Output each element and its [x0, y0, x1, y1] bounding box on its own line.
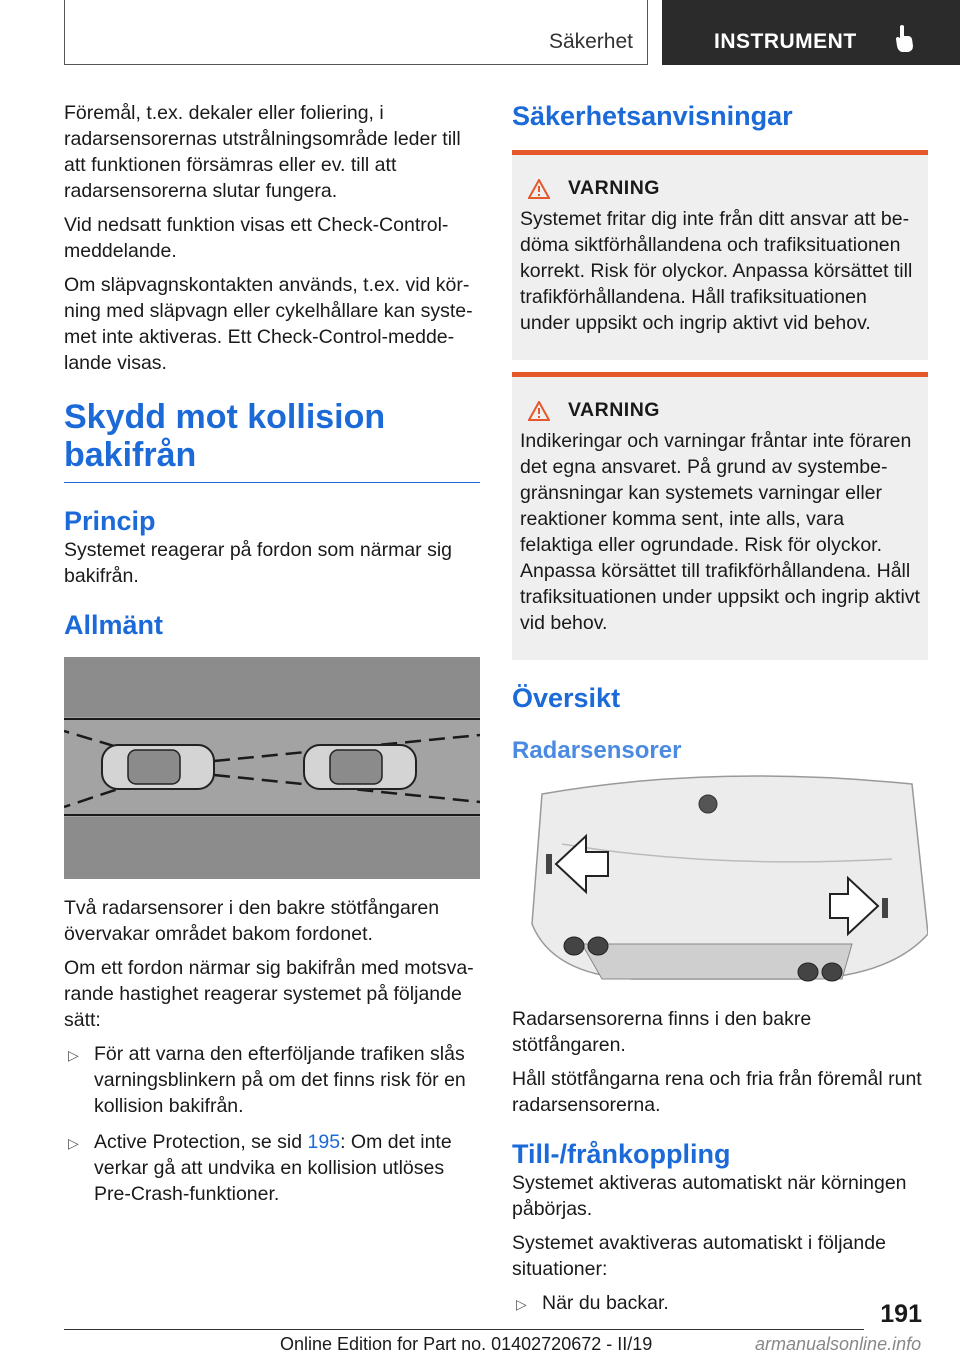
triangle-bullet-icon: ▷ — [68, 1135, 79, 1151]
footer-divider — [64, 1329, 864, 1330]
chapter-tab-label: INSTRUMENT — [714, 30, 857, 53]
warning-box — [512, 372, 928, 660]
bumper-illustration — [512, 774, 928, 996]
section-tab-label: Säkerhet — [548, 30, 633, 53]
rear-bumper-photo — [512, 774, 928, 996]
warning-header: VARNING — [520, 177, 920, 200]
safety-heading: Säkerhetsanvisningar — [512, 101, 793, 131]
paragraph: Om släpvagnskontakten används, t.ex. vid körning med släpvagn eller cykelhållare kan systemet inte aktiveras. Ett Check-Control-meddelande visas. — [64, 274, 473, 374]
page-link-195[interactable]: 195 — [307, 1131, 341, 1153]
triangle-bullet-icon: ▷ — [68, 1047, 79, 1063]
edition-footer: Online Edition for Part no. 01402720672 - II/19 — [280, 1334, 653, 1354]
chapter-tab — [662, 0, 960, 65]
warning-header: VARNING — [520, 399, 920, 422]
rear-collision-diagram — [64, 657, 480, 879]
paragraph: Två radarsensorer i den bakre stötfångaren övervakar området bakom fordonet. — [64, 897, 440, 945]
car-rear — [102, 745, 214, 789]
hand-pointer-icon — [894, 24, 916, 54]
paragraph: Om ett fordon närmar sig bakifrån med motsvarande hastighet reagerar systemet på följande sätt: — [64, 957, 474, 1031]
car-front — [304, 745, 416, 789]
list-item: ▷ När du backar. — [512, 1290, 928, 1316]
paragraph: Håll stötfångarna rena och fria från föremål runt radarsensorerna. — [512, 1068, 922, 1116]
paragraph: Vid nedsatt funktion visas ett Check-Control-meddelande. — [64, 214, 449, 262]
warning-box — [512, 150, 928, 360]
paragraph: Systemet aktiveras automatiskt när körningen påbörjas. — [512, 1172, 907, 1220]
subheading-princip: Princip — [64, 506, 156, 536]
left-column — [64, 100, 480, 1217]
section-heading: Skydd mot kollision bakifrån — [64, 398, 480, 483]
watermark: armanualsonline.info — [755, 1334, 922, 1354]
list-item: ▷ För att varna den efterföljande trafiken slås varningsblinkern på om det finns risk för en kollision bakifrån. — [68, 1043, 466, 1117]
subheading-till-frankoppling: Till-/frånkoppling — [512, 1139, 731, 1169]
section-tab — [64, 0, 648, 65]
warning-triangle-icon — [528, 179, 550, 199]
list-item: ▷ Active Protection, se sid 195: Om det inte verkar gå att undvika en kollision utlöses Pre-Crash-funktioner. — [68, 1131, 452, 1205]
paragraph: Föremål, t.ex. dekaler eller foliering, i radarsensorernas utstrålningsområde leder till att funktionen försämras eller ev. till att radarsensorerna slutar fungera. — [64, 102, 461, 202]
page-number: 191 — [880, 1300, 922, 1328]
paragraph: Systemet avaktiveras automatiskt i följande situationer: — [512, 1232, 886, 1280]
warning-text: Indikeringar och varningar fråntar inte föraren det egna ansvaret. På grund av systembegränsningar kan systemets varningar eller reaktioner komma sent, inte alls, vara felaktiga eller ogrundade. Risk för olyckor. Anpassa körsättet till trafikförhållandena. Håll trafiksituationen under uppsikt och ingrip aktivt vid behov. — [520, 430, 920, 634]
warning-text: Systemet fritar dig inte från ditt ansvar att bedöma siktförhållandena och trafiksituationen korrekt. Risk för olyckor. Anpassa körsättet till trafikförhållandena. Håll trafiksituationen under uppsikt och ingrip aktivt vid behov. — [520, 208, 913, 334]
warning-triangle-icon — [528, 401, 550, 421]
paragraph: Systemet reagerar på fordon som närmar sig bakifrån. — [64, 539, 453, 587]
right-column — [512, 100, 928, 1326]
paragraph: Radarsensorerna finns i den bakre stötfångaren. — [512, 1008, 812, 1056]
deactivation-list — [512, 1290, 928, 1316]
road-diagram — [64, 657, 480, 879]
subheading-radarsensorer: Radarsensorer — [512, 737, 682, 764]
subheading-oversikt: Översikt — [512, 683, 621, 713]
reaction-list — [64, 1041, 480, 1207]
subheading-allmant: Allmänt — [64, 610, 164, 640]
triangle-bullet-icon: ▷ — [516, 1296, 527, 1312]
